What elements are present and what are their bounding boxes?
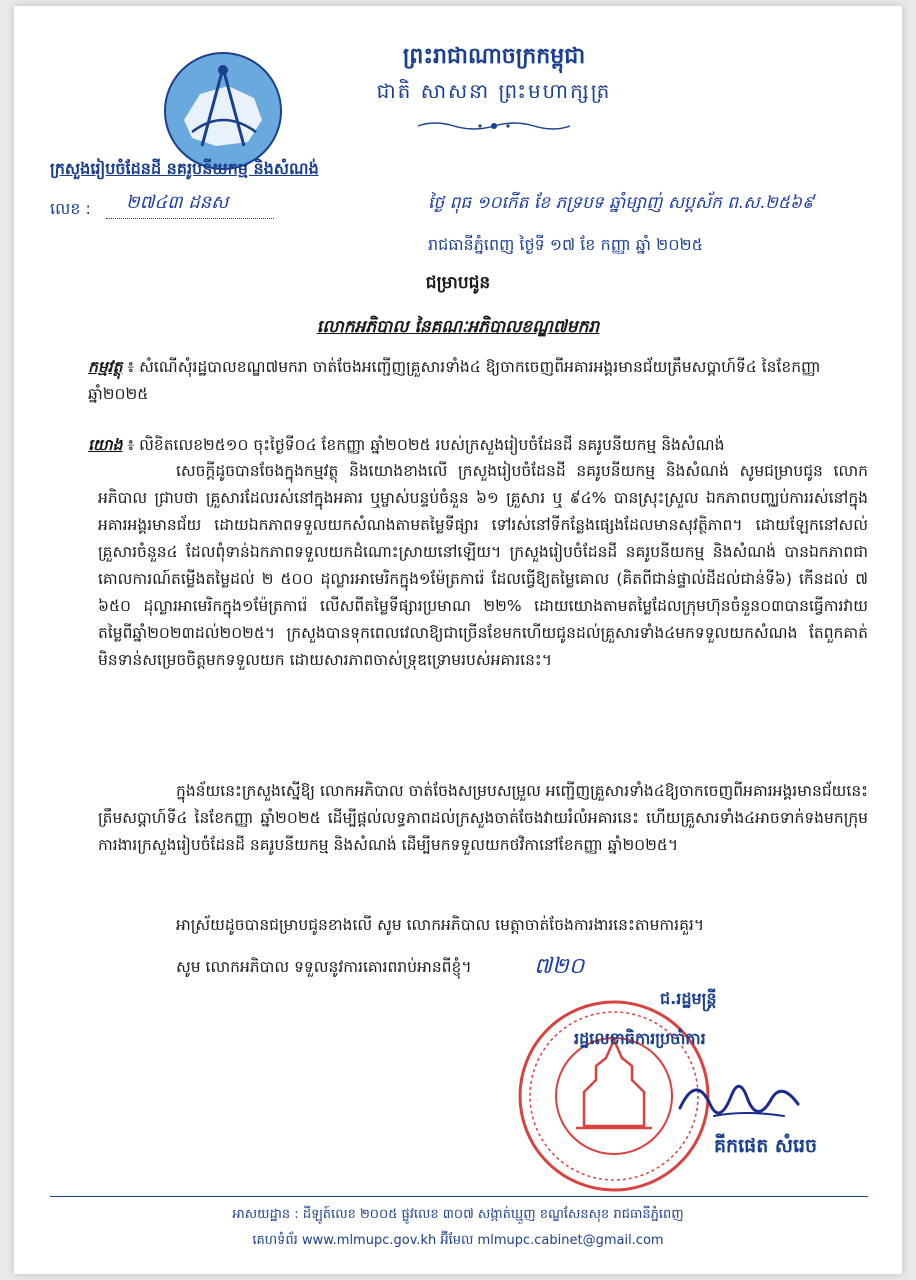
signer-name: គីកផេត សំរេច (714, 1135, 818, 1157)
subject-label: កម្មវត្ថុ (88, 358, 123, 376)
recipient-name: លោកអភិបាល នៃគណៈអភិបាលខណ្ឌ៧មករា (316, 317, 600, 337)
handwritten-signature (674, 1064, 804, 1134)
letter-page (14, 6, 902, 1274)
ministry-logo (162, 50, 284, 172)
subject-text: ៖ សំណើសុំរដ្ឋបាលខណ្ឌ៧មករា ចាត់ចែងអញ្ជើញគ្រួសារទាំង៤ ឱ្យចាកចេញពីអគារអង្គរមានជ័យត្រឹមសប្តាហ៍ទី៤ នៃខែកញ្ញា ឆ្នាំ២០២៥ (88, 358, 821, 403)
body-paragraph-3: អាស្រ័យដូចបានជម្រាបជូនខាងលើ សូម លោកអភិបាល មេត្តាចាត់ចែងការងារនេះតាមការគួរ។ (176, 916, 705, 934)
body-paragraph-1: សេចក្តីដូចបានចែងក្នុងកម្មវត្ថុ និងយោងខាងលើ ក្រសួងរៀបចំដែនដី នគរូបនីយកម្ម និងសំណង់ សូមជម្រាបជូន លោកអភិបាល ជ្រាបថា គ្រួសារដែលរស់នៅក្នុងអគារ ឬម្ចាស់បន្ទប់ចំនួន ៦១ គ្រួសារ ឬ ៩៤% បានស្រុះស្រួល ឯកភាពបញ្ឈប់ការរស់នៅក្នុងអគារអង្គរមានជ័យ ដោយឯកភាពទទួលយកសំណងតាមតម្លៃទីផ្សារ ទៅរស់នៅទីកន្លែងផ្សេងដែលមានសុវត្ថិភាព។ ដោយឡែកនៅសល់គ្រួសារចំនួន៤ ដែលពុំទាន់ឯកភាពទទួលយកដំណោះស្រាយនៅឡើយ។ ក្រសួងរៀបចំដែនដី នគរូបនីយកម្ម និងសំណង់ បានឯកភាពជាគោលការណ៍តម្លើងតម្លៃដល់ ២ ៥០០ ដុល្លារអាមេរិកក្នុង១ម៉ែត្រការ៉េ ដែលធ្វើឱ្យតម្លៃគោល (គិតពីជាន់ផ្ទាល់ដីដល់ជាន់ទី៦) កើនដល់ ៧ ៦៥០ ដុល្លារអាមេរិកក្នុង១ម៉ែត្រការ៉េ លើសពីតម្លៃទីផ្សារប្រមាណ ២២% ដោយយោងតាមតម្លៃដែលក្រុមហ៊ុនចំនួន០៣បានធ្វើការវាយតម្លៃពីឆ្នាំ២០២៣ដល់២០២៥។ ក្រសួងបានទុកពេលវេលាឱ្យជាច្រើនខែមកហើយជូនដល់គ្រួសារទាំង៤មកទទួលយកសំណង តែពួកគាត់មិនទាន់សម្រេចចិត្តមកទទួលយក ដោយសារភាពចាស់ទ្រុឌទ្រោមរបស់អគារនេះ។ (98, 462, 868, 669)
signatory-role-prefix: ជ.រដ្ឋមន្ត្រី (660, 989, 717, 1008)
handwritten-mark: ៧២០ (534, 954, 585, 979)
reference-label: យោង (88, 436, 123, 454)
letter-number-line (106, 218, 274, 219)
solar-date: រាជធានីភ្នំពេញ ថ្ងៃទី ១៧ ខែ កញ្ញា ឆ្នាំ ២០២៥ (428, 235, 703, 254)
closing-paragraph: សូម លោកអភិបាល ទទួលនូវការគោរពរាប់អានពីខ្ញុំ។ (176, 958, 472, 976)
reference-line (88, 432, 868, 459)
national-motto: ជាតិ សាសនា ព្រះមហាក្សត្រ (376, 79, 612, 103)
body-paragraph-2: ក្នុងន័យនេះក្រសួងស្នើឱ្យ លោកអភិបាល ចាត់ចែងសម្របសម្រួល អញ្ជើញគ្រួសារទាំង៤ឱ្យចាកចេញពីអគារអង្គរមានជ័យនេះត្រឹមសប្តាហ៍ទី៤ នៃខែកញ្ញា ឆ្នាំ២០២៥ ដើម្បីផ្តល់លទ្ធភាពដល់ក្រសួងចាត់ចែងវាយរំលំអគារនេះ ហើយគ្រួសារទាំង៤អាចទាក់ទងមកក្រុមការងារក្រសួងរៀបចំដែនដី នគរូបនីយកម្ម និងសំណង់ ដើម្បីមកទទួលយកថវិកានៅខែកញ្ញា ឆ្នាំ២០២៥។ (98, 782, 868, 854)
kingdom-title: ព្រះរាជាណាចក្រកម្ពុជា (402, 44, 586, 69)
lunar-date: ថ្ងៃ ពុធ ១០កើត ខែ ភទ្របទ ឆ្នាំម្សាញ់ សប្តស័ក ព.ស.២៥៦៩ (428, 193, 814, 213)
ministry-name: ក្រសួងរៀបចំដែនដី នគរូបនីយកម្ម និងសំណង់ (50, 159, 319, 178)
ornament-divider (414, 118, 574, 134)
footer-contacts: គេហទំព័រ www.mlmupc.gov.kh អ៊ីមែល mlmupc.cabinet@gmail.com (252, 1233, 664, 1248)
recipient-intro: ជម្រាបជូន (425, 273, 491, 293)
footer-divider (50, 1196, 868, 1197)
reference-text: ៖ លិខិតលេខ២៥១០ ចុះថ្ងៃទី០៤ ខែកញ្ញា ឆ្នាំ២០២៥ របស់ក្រសួងរៀបចំដែនដី នគរូបនីយកម្ម និងសំណង់ (122, 436, 725, 454)
signatory-role: រដ្ឋលេខាធិការប្រចាំការ (574, 1029, 706, 1048)
letter-number-label: លេខ : (50, 199, 91, 218)
letter-number-value: ២៧៤៣ ដនស (126, 192, 229, 213)
footer-address: អាសយដ្ឋាន : ដីឡូត៍លេខ ២០០៥ ផ្លូវលេខ ៣០៧ សង្កាត់ឃ្មួញ ខណ្ឌសែនសុខ រាជធានីភ្នំពេញ (232, 1207, 684, 1222)
subject-line (88, 354, 868, 408)
